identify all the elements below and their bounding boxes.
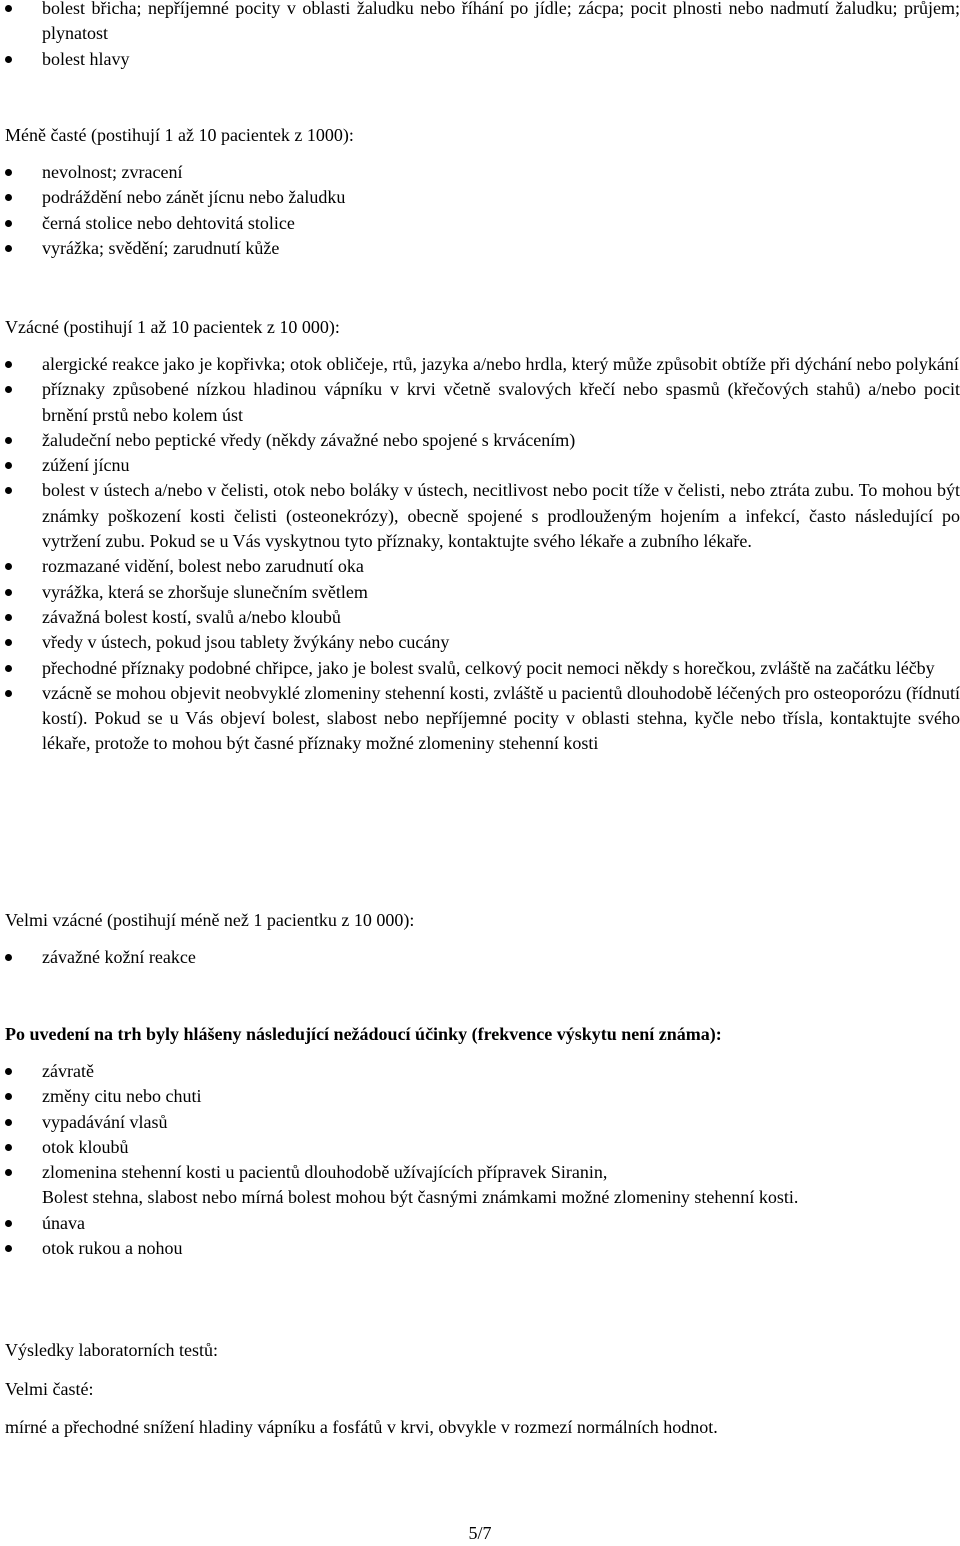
uncommon-list: [5, 160, 960, 261]
list-item: přechodné příznaky podobné chřipce, jako je bolest svalů, celkový pocit nemoci někdy s horečkou, zvláště na začátku léčby: [5, 656, 960, 681]
section-heading: Vzácné (postihují 1 až 10 pacientek z 10 000):: [5, 317, 340, 337]
post-marketing-list-section: [5, 1059, 960, 1261]
list-item: příznaky způsobené nízkou hladinou vápníku v krvi včetně svalových křečí nebo spasmů (křečových stahů) a/nebo pocit brnění prstů nebo kolem úst: [5, 377, 960, 428]
list-item: únava: [5, 1211, 960, 1236]
list-item: podráždění nebo zánět jícnu nebo žaludku: [5, 185, 960, 210]
list-item: otok rukou a nohou: [5, 1236, 960, 1261]
bullet-icon: [5, 361, 12, 368]
bullet-icon: [5, 245, 12, 252]
list-item: rozmazané vidění, bolest nebo zarudnutí oka: [5, 554, 960, 579]
list-item: vypadávání vlasů: [5, 1110, 960, 1135]
lab-text-section: [5, 1415, 960, 1440]
list-item: bolest v ústech a/nebo v čelisti, otok nebo boláky v ústech, necitlivost nebo pocit tíže v čelisti, nebo ztráta zubu. To mohou být známky poškození kosti čelisti (osteonekrózy), obecně spojené s prodlouženým hojením a infekcí, často následující po vytržení zubu. Pokud se u Vás vyskytnou tyto příznaky, kontaktujte svého lékaře a zubního lékaře.: [5, 478, 960, 554]
top-list: [5, 0, 960, 72]
rare-list: [5, 352, 960, 757]
bullet-icon: [5, 614, 12, 621]
bullet-icon: [5, 665, 12, 672]
rare-section: [5, 315, 960, 340]
post-marketing-list: [5, 1059, 960, 1261]
top-list-section: [5, 0, 960, 72]
bullet-icon: [5, 220, 12, 227]
bullet-icon: [5, 1220, 12, 1227]
rare-list-section: [5, 352, 960, 757]
bullet-icon: [5, 1068, 12, 1075]
list-item: nevolnost; zvracení: [5, 160, 960, 185]
bullet-icon: [5, 56, 12, 63]
bullet-icon: [5, 437, 12, 444]
bullet-icon: [5, 1144, 12, 1151]
bullet-icon: [5, 1245, 12, 1252]
list-item: otok kloubů: [5, 1135, 960, 1160]
bullet-icon: [5, 487, 12, 494]
section-heading: Po uvedení na trh byly hlášeny následující nežádoucí účinky (frekvence výskytu není známa):: [5, 1024, 722, 1044]
lab-subheading-section: [5, 1377, 960, 1402]
list-item: alergické reakce jako je kopřivka; otok obličeje, rtů, jazyka a/nebo hrdla, který může způsobit obtíže při dýchání nebo polykání: [5, 352, 960, 377]
list-item: závažná bolest kostí, svalů a/nebo kloubů: [5, 605, 960, 630]
post-marketing-section: [5, 1022, 960, 1047]
uncommon-section: [5, 123, 960, 148]
list-item: vředy v ústech, pokud jsou tablety žvýkány nebo cucány: [5, 630, 960, 655]
bullet-icon: [5, 462, 12, 469]
bullet-icon: [5, 690, 12, 697]
bullet-icon: [5, 1119, 12, 1126]
bullet-icon: [5, 194, 12, 201]
list-item: vyrážka, která se zhoršuje slunečním světlem: [5, 580, 960, 605]
list-item: černá stolice nebo dehtovitá stolice: [5, 211, 960, 236]
bullet-icon: [5, 563, 12, 570]
bullet-icon: [5, 5, 12, 12]
bullet-icon: [5, 639, 12, 646]
bullet-icon: [5, 386, 12, 393]
list-item: vzácně se mohou objevit neobvyklé zlomeniny stehenní kosti, zvláště u pacientů dlouhodobě léčených pro osteoporózu (řídnutí kostí). Pokud se u Vás objeví bolest, slabost nebo nepříjemné pocity v oblasti stehna, kyčle nebo třísla, kontaktujte svého lékaře, protože to mohou být časné příznaky možné zlomeniny stehenní kosti: [5, 681, 960, 757]
section-heading: Výsledky laboratorních testů:: [5, 1340, 218, 1360]
very-rare-list: [5, 945, 960, 970]
section-subheading: Velmi časté:: [5, 1379, 94, 1399]
list-item: závažné kožní reakce: [5, 945, 960, 970]
list-item: žaludeční nebo peptické vředy (někdy závažné nebo spojené s krvácením): [5, 428, 960, 453]
very-rare-list-section: [5, 945, 960, 970]
lab-text: mírné a přechodné snížení hladiny vápníku a fosfátů v krvi, obvykle v rozmezí normálních hodnot.: [5, 1417, 718, 1437]
list-item: vyrážka; svědění; zarudnutí kůže: [5, 236, 960, 261]
list-item: bolest hlavy: [5, 47, 960, 72]
bullet-icon: [5, 954, 12, 961]
bullet-icon: [5, 1169, 12, 1176]
list-item: zúžení jícnu: [5, 453, 960, 478]
bullet-icon: [5, 1093, 12, 1100]
section-heading: Velmi vzácné (postihují méně než 1 pacientku z 10 000):: [5, 910, 415, 930]
uncommon-list-section: [5, 160, 960, 261]
list-item: zlomenina stehenní kosti u pacientů dlouhodobě užívajících přípravek Siranin, Bolest stehna, slabost nebo mírná bolest mohou být časnými známkami možné zlomeniny stehenní kosti.: [5, 1160, 960, 1211]
very-rare-section: [5, 908, 960, 933]
lab-heading-section: [5, 1338, 960, 1363]
list-item: změny citu nebo chuti: [5, 1084, 960, 1109]
list-item: závratě: [5, 1059, 960, 1084]
bullet-icon: [5, 589, 12, 596]
section-heading: Méně časté (postihují 1 až 10 pacientek z 1000):: [5, 125, 354, 145]
bullet-icon: [5, 169, 12, 176]
list-item: bolest břicha; nepříjemné pocity v oblasti žaludku nebo říhání po jídle; zácpa; pocit plnosti nebo nadmutí žaludku; průjem; plynatost: [5, 0, 960, 47]
page-number: 5/7: [468, 1523, 492, 1543]
